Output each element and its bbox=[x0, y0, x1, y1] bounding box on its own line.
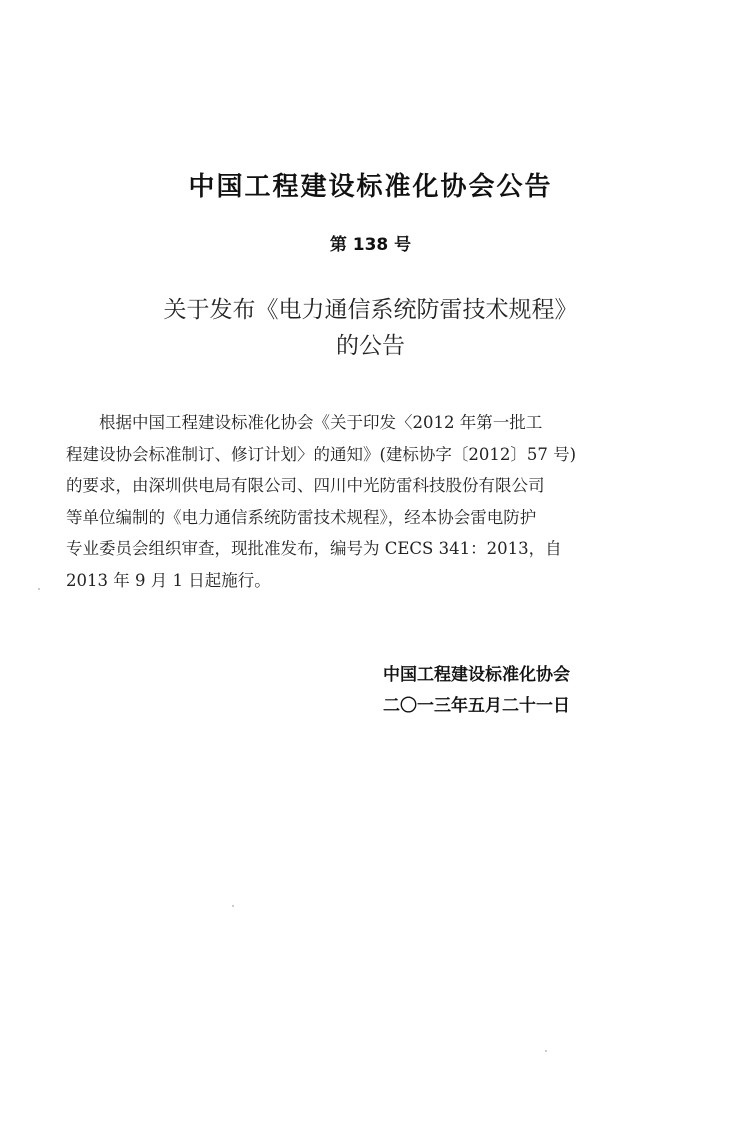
signature-block bbox=[383, 660, 570, 722]
notice-subject-line-2: 的公告 bbox=[336, 333, 405, 359]
body-line-5: 专业委员会组织审查，现批准发布，编号为 CECS 341：2013，自 bbox=[66, 539, 562, 558]
signature-organization: 中国工程建设标准化协会 bbox=[383, 665, 570, 685]
body-line-6: 2013 年 9 月 1 日起施行。 bbox=[66, 570, 271, 590]
notice-subject bbox=[0, 292, 741, 364]
organization-title: 中国工程建设标准化协会公告 bbox=[188, 172, 553, 202]
scan-speck bbox=[545, 1050, 547, 1052]
scan-speck bbox=[232, 905, 234, 907]
body-line-1: 根据中国工程建设标准化协会《关于印发〈2012 年第一批工 bbox=[99, 413, 543, 432]
notice-number: 第 138 号 bbox=[329, 235, 412, 255]
signature-date: 二〇一三年五月二十一日 bbox=[383, 696, 570, 716]
scan-speck bbox=[38, 588, 40, 590]
body-line-2: 程建设协会标准制订、修订计划〉的通知》(建标协字〔2012〕57 号) bbox=[66, 444, 577, 464]
body-line-3: 的要求，由深圳供电局有限公司、四川中光防雷科技股份有限公司 bbox=[66, 476, 545, 495]
notice-body bbox=[66, 407, 678, 596]
notice-subject-line-1: 关于发布《电力通信系统防雷技术规程》 bbox=[163, 297, 578, 323]
body-line-4: 等单位编制的《电力通信系统防雷技术规程》，经本协会雷电防护 bbox=[66, 507, 537, 527]
